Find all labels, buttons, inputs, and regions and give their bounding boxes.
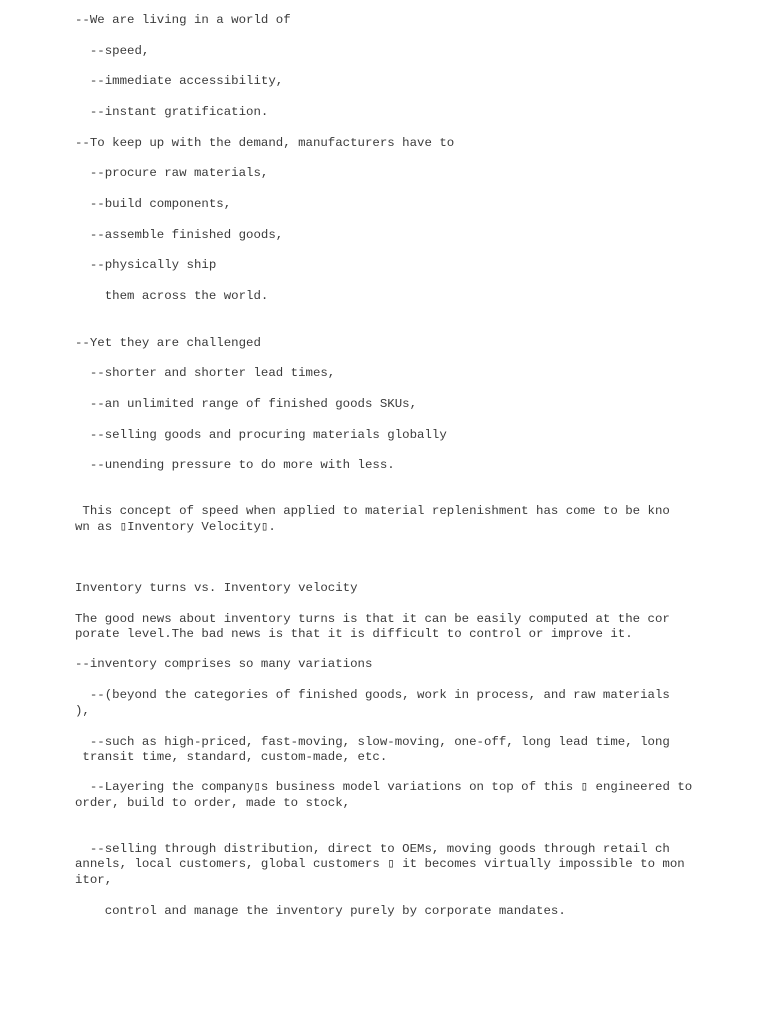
text-line: --selling through distribution, direct to OEMs, moving goods through retail ch [75, 842, 670, 856]
text-line: wn as ▯Inventory Velocity▯. [75, 520, 276, 534]
text-line: --We are living in a world of [75, 13, 291, 27]
text-line: itor, [75, 873, 113, 887]
text-line: ), [75, 704, 90, 718]
text-line: --procure raw materials, [75, 166, 269, 180]
text-line: --immediate accessibility, [75, 74, 284, 88]
text-line: --selling goods and procuring materials globally [75, 428, 447, 442]
text-line: --inventory comprises so many variations [75, 657, 373, 671]
text-line: --such as high-priced, fast-moving, slow-moving, one-off, long lead time, long [75, 735, 670, 749]
text-line: This concept of speed when applied to material replenishment has come to be kno [75, 504, 670, 518]
text-line: transit time, standard, custom-made, etc. [75, 750, 388, 764]
text-line: The good news about inventory turns is that it can be easily computed at the cor [75, 612, 670, 626]
text-line: --speed, [75, 44, 150, 58]
text-line: --physically ship [75, 258, 217, 272]
text-line: --unending pressure to do more with less. [75, 458, 395, 472]
text-line: porate level.The bad news is that it is difficult to control or improve it. [75, 627, 633, 641]
text-line: --To keep up with the demand, manufacturers have to [75, 136, 455, 150]
text-line: --assemble finished goods, [75, 228, 284, 242]
text-line: --(beyond the categories of finished goods, work in process, and raw materials [75, 688, 670, 702]
section-heading: Inventory turns vs. Inventory velocity [75, 581, 358, 595]
text-line: --shorter and shorter lead times, [75, 366, 336, 380]
text-line: --build components, [75, 197, 232, 211]
text-line: annels, local customers, global customers ▯ it becomes virtually impossible to mon [75, 857, 685, 871]
text-line: order, build to order, made to stock, [75, 796, 351, 810]
text-line: control and manage the inventory purely by corporate mandates. [75, 904, 566, 918]
text-line: --Yet they are challenged [75, 336, 261, 350]
text-line: --an unlimited range of finished goods SKUs, [75, 397, 418, 411]
text-line: --instant gratification. [75, 105, 269, 119]
text-line: --Layering the company▯s business model variations on top of this ▯ engineered to [75, 780, 693, 794]
text-line: them across the world. [75, 289, 269, 303]
